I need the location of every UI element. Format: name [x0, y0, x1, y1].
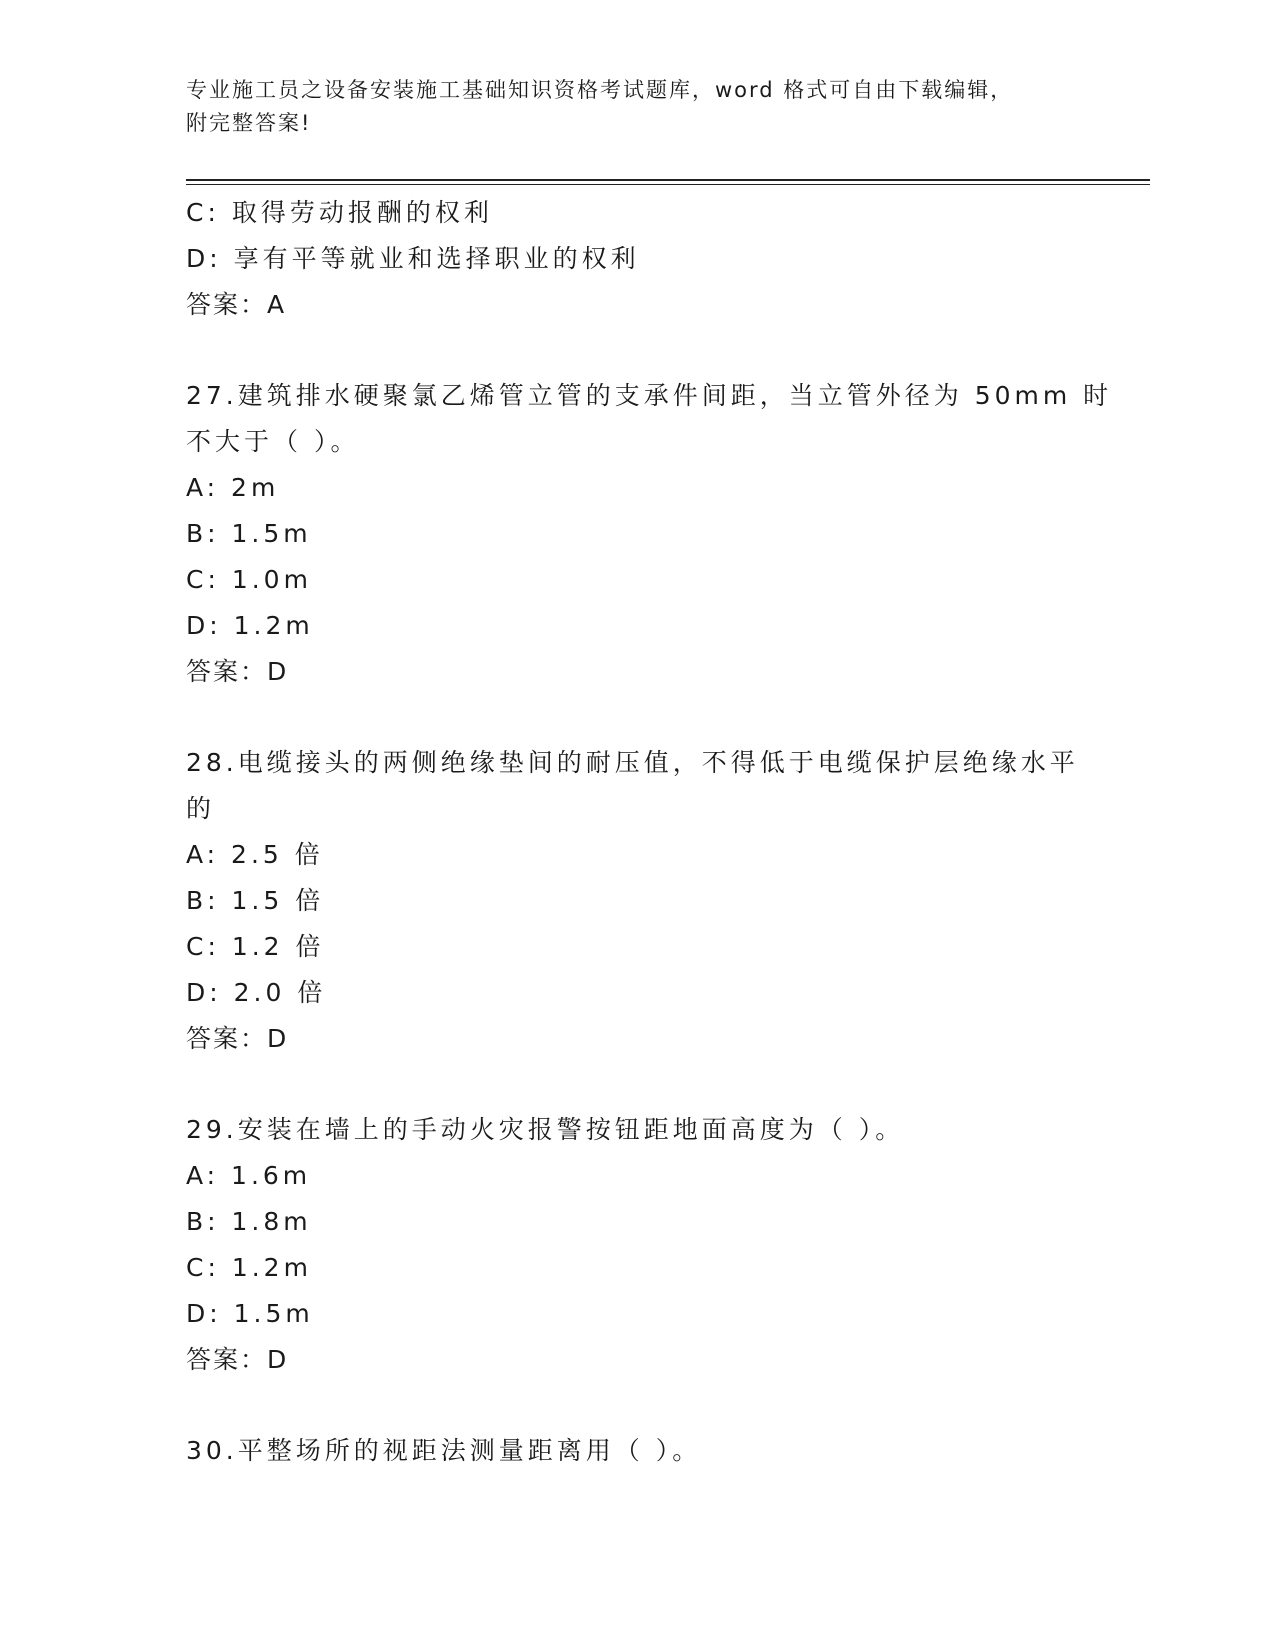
question-stem: 27.建筑排水硬聚氯乙烯管立管的支承件间距，当立管外径为 50mm 时 [186, 381, 1113, 410]
option-c: C: 1.0m [186, 565, 312, 594]
question-list [186, 190, 1113, 1474]
option-b: B: 1.5m [186, 519, 312, 548]
option-d: D: 1.2m [186, 611, 314, 640]
option-a: A: 2.5 倍 [186, 840, 324, 869]
option-d: D: 1.5m [186, 1299, 314, 1328]
question-stem: 29.安装在墙上的手动火灾报警按钮距地面高度为（ ）。 [186, 1115, 905, 1144]
question-stem-continued: 的 [186, 794, 216, 823]
answer-line: 答案：D [186, 1345, 289, 1374]
question-26-tail [186, 190, 1086, 328]
header-rule-thick [186, 179, 1150, 181]
option-d: D: 享有平等就业和选择职业的权利 [186, 244, 640, 273]
option-a: A: 1.6m [186, 1161, 312, 1190]
answer-line: 答案：A [186, 290, 287, 319]
header-rule-thin [186, 184, 1150, 185]
answer-line: 答案：D [186, 1024, 289, 1053]
option-a: A: 2m [186, 473, 280, 502]
option-c: C: 1.2m [186, 1253, 312, 1282]
question-28 [186, 740, 1086, 1062]
question-stem-continued: 不大于（ ）。 [186, 427, 360, 456]
option-b: B: 1.8m [186, 1207, 312, 1236]
document-header [186, 74, 1086, 140]
answer-line: 答案：D [186, 657, 289, 686]
option-b: B: 1.5 倍 [186, 886, 325, 915]
header-line-2: 附完整答案! [186, 111, 312, 135]
question-27 [186, 373, 1113, 695]
question-29 [186, 1107, 1086, 1383]
question-30 [186, 1428, 1086, 1474]
header-line-1: 专业施工员之设备安装施工基础知识资格考试题库，word 格式可自由下载编辑， [186, 78, 1014, 102]
question-stem: 30.平整场所的视距法测量距离用（ ）。 [186, 1436, 702, 1465]
option-c: C: 取得劳动报酬的权利 [186, 198, 493, 227]
option-c: C: 1.2 倍 [186, 932, 325, 961]
question-stem: 28.电缆接头的两侧绝缘垫间的耐压值，不得低于电缆保护层绝缘水平 [186, 748, 1079, 777]
option-d: D: 2.0 倍 [186, 978, 327, 1007]
